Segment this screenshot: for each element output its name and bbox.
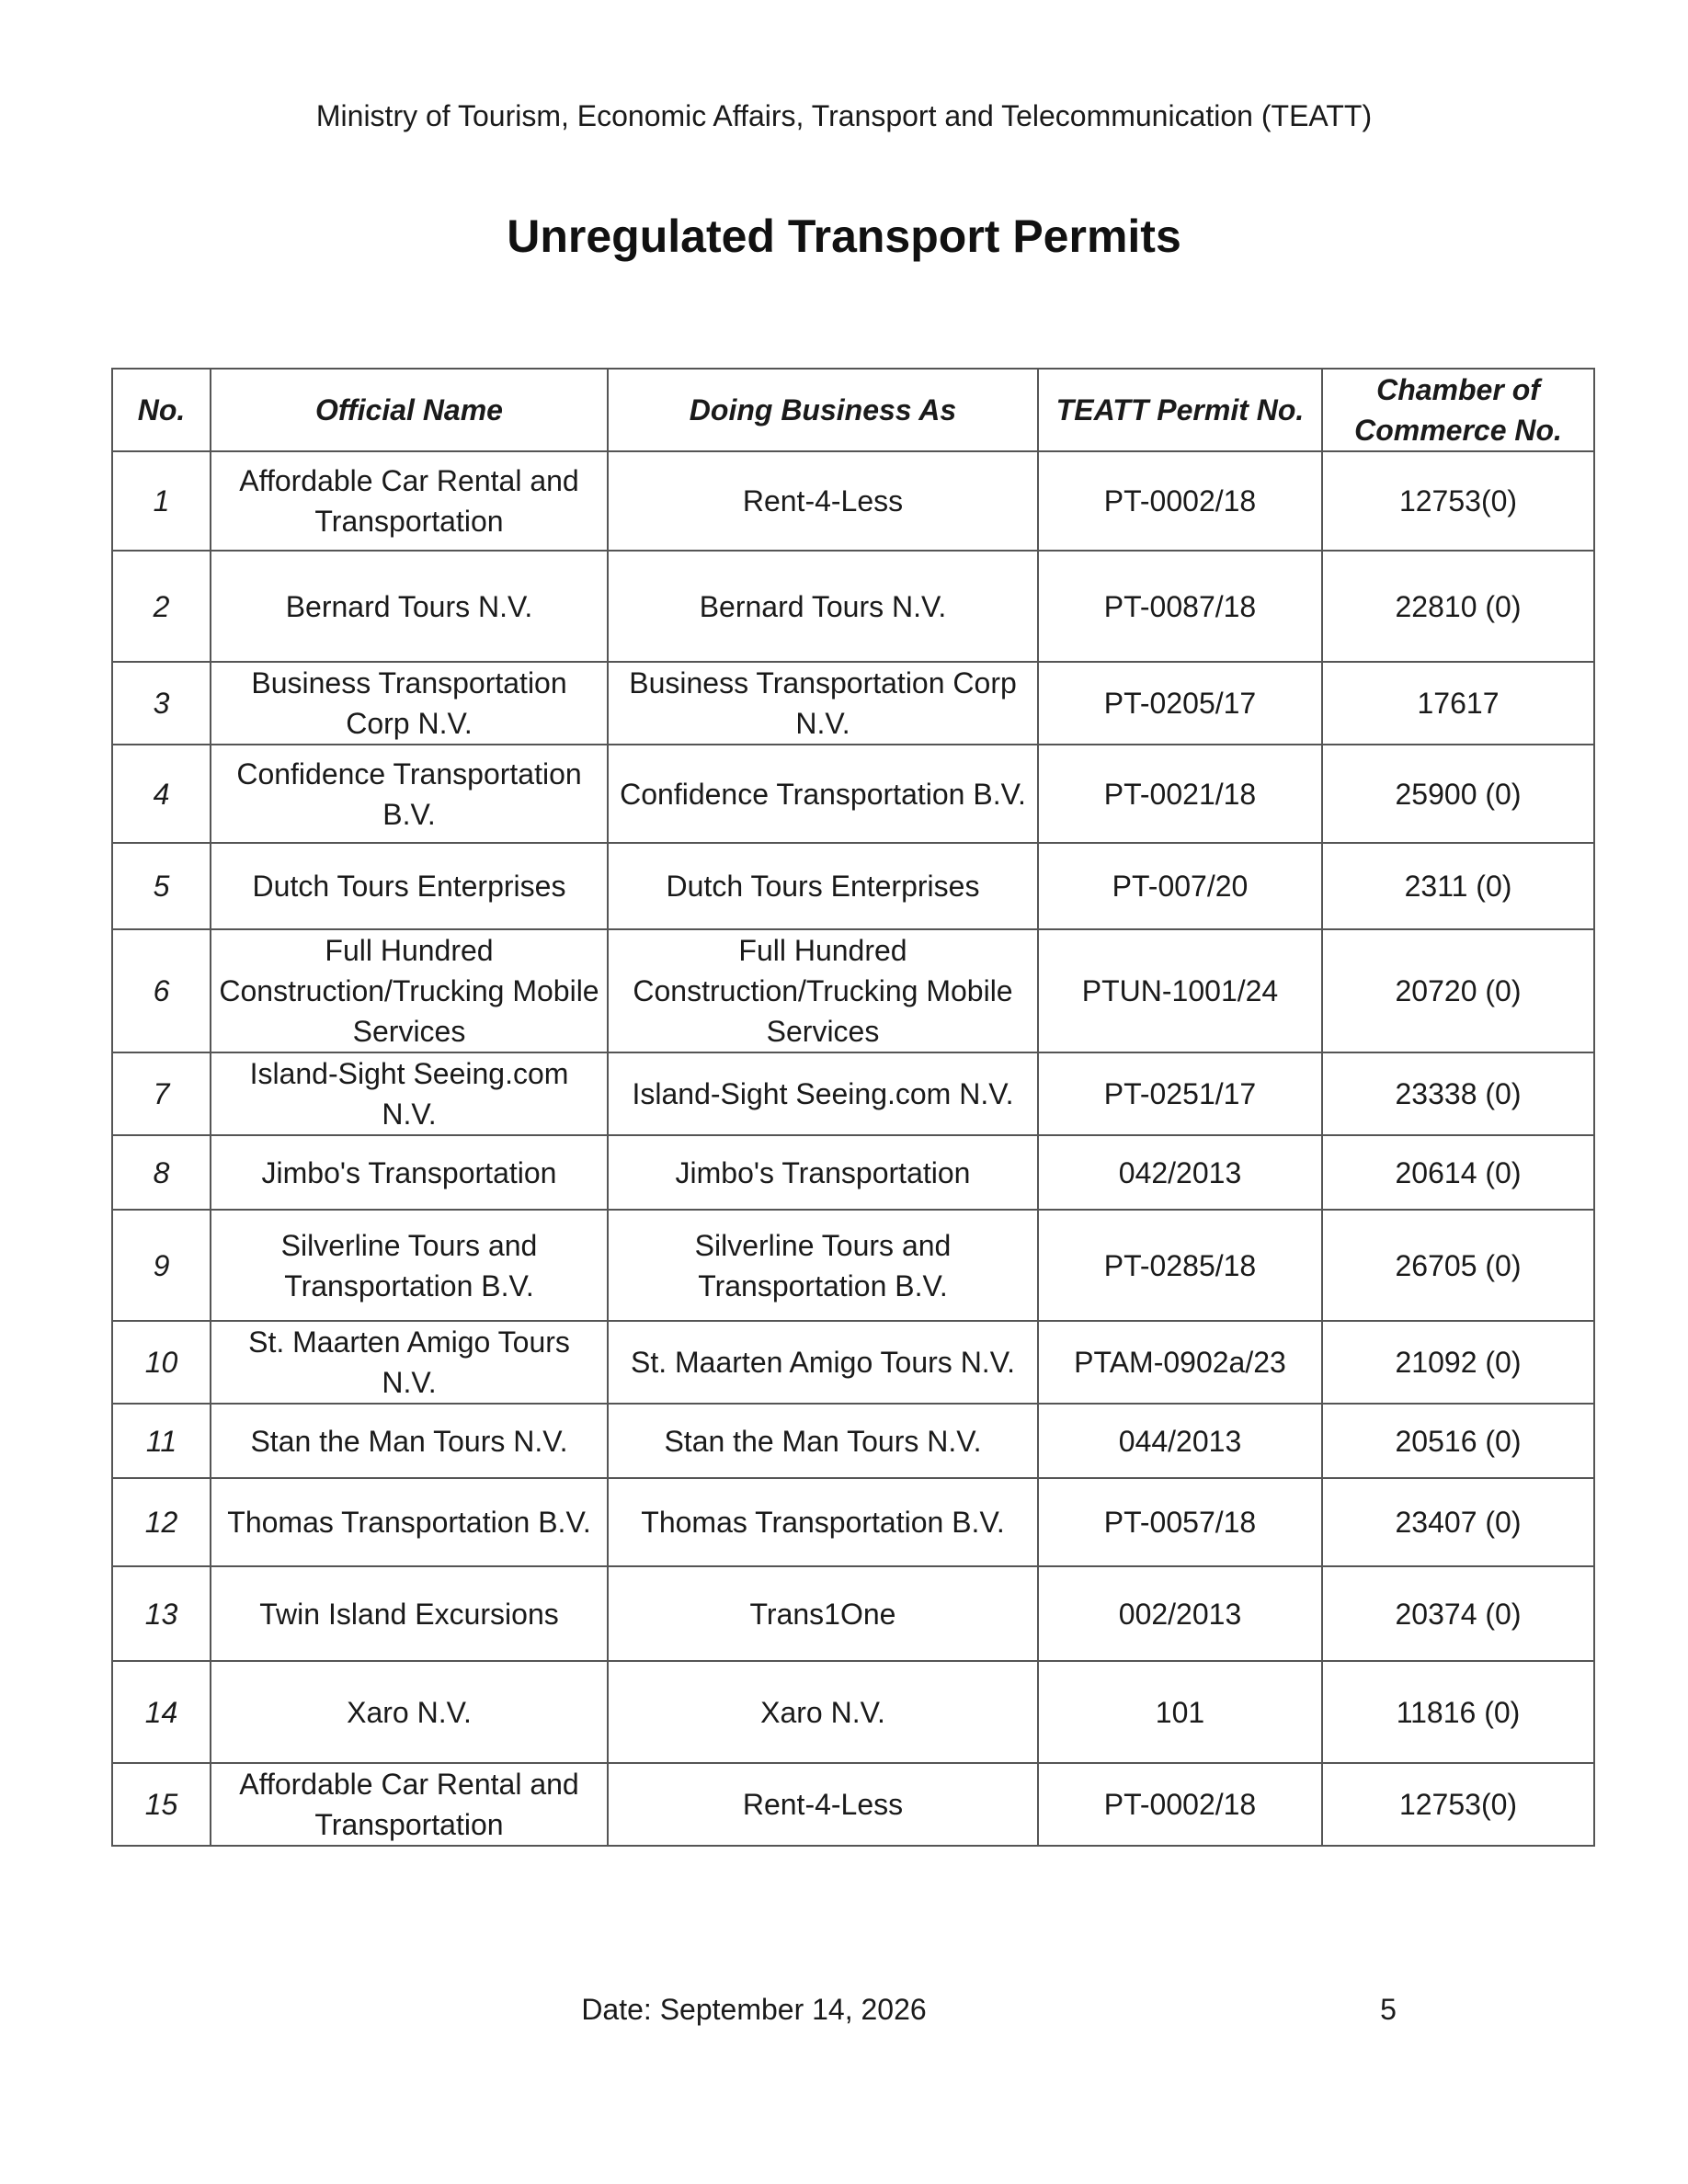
table-row	[112, 551, 1594, 662]
table-row	[112, 662, 1594, 745]
cell-permit: 002/2013	[1038, 1566, 1322, 1661]
cell-chamber: 26705 (0)	[1322, 1210, 1594, 1321]
cell-chamber: 22810 (0)	[1322, 551, 1594, 662]
cell-permit: PT-0021/18	[1038, 745, 1322, 843]
table-row	[112, 1661, 1594, 1763]
table-row	[112, 451, 1594, 551]
cell-official-name: Affordable Car Rental and Transportation	[211, 1763, 608, 1846]
table-row	[112, 1404, 1594, 1478]
cell-official-name: Twin Island Excursions	[211, 1566, 608, 1661]
cell-dba: Bernard Tours N.V.	[608, 551, 1038, 662]
table-row	[112, 1566, 1594, 1661]
cell-permit: 101	[1038, 1661, 1322, 1763]
cell-permit: PT-0002/18	[1038, 451, 1322, 551]
cell-official-name: Stan the Man Tours N.V.	[211, 1404, 608, 1478]
cell-dba: Full Hundred Construction/Trucking Mobile Services	[608, 929, 1038, 1052]
table-row	[112, 929, 1594, 1052]
cell-no: 13	[112, 1566, 211, 1661]
cell-no: 7	[112, 1052, 211, 1135]
table-row	[112, 1763, 1594, 1846]
permits-table	[111, 368, 1595, 1847]
page-title: Unregulated Transport Permits	[507, 210, 1181, 262]
cell-no: 2	[112, 551, 211, 662]
cell-dba: Island-Sight Seeing.com N.V.	[608, 1052, 1038, 1135]
table-row	[112, 1052, 1594, 1135]
cell-no: 12	[112, 1478, 211, 1566]
cell-permit: PTUN-1001/24	[1038, 929, 1322, 1052]
cell-dba: Stan the Man Tours N.V.	[608, 1404, 1038, 1478]
cell-permit: PTAM-0902a/23	[1038, 1321, 1322, 1404]
cell-permit: 042/2013	[1038, 1135, 1322, 1210]
cell-chamber: 25900 (0)	[1322, 745, 1594, 843]
cell-dba: Xaro N.V.	[608, 1661, 1038, 1763]
footer-date: Date: September 14, 2026	[581, 1993, 927, 2026]
table-row	[112, 1210, 1594, 1321]
column-header-chamber: Chamber of Commerce No.	[1322, 369, 1594, 451]
cell-no: 4	[112, 745, 211, 843]
cell-no: 8	[112, 1135, 211, 1210]
table-row	[112, 1478, 1594, 1566]
cell-chamber: 12753(0)	[1322, 451, 1594, 551]
cell-no: 15	[112, 1763, 211, 1846]
cell-official-name: Island-Sight Seeing.com N.V.	[211, 1052, 608, 1135]
cell-no: 1	[112, 451, 211, 551]
cell-dba: Confidence Transportation B.V.	[608, 745, 1038, 843]
ministry-header: Ministry of Tourism, Economic Affairs, Transport and Telecommunication (TEATT)	[315, 99, 1373, 132]
table-row	[112, 1135, 1594, 1210]
cell-no: 5	[112, 843, 211, 929]
cell-no: 14	[112, 1661, 211, 1763]
cell-permit: PT-0205/17	[1038, 662, 1322, 745]
column-header-official-name: Official Name	[211, 369, 608, 451]
cell-official-name: Dutch Tours Enterprises	[211, 843, 608, 929]
cell-official-name: St. Maarten Amigo Tours N.V.	[211, 1321, 608, 1404]
cell-no: 6	[112, 929, 211, 1052]
cell-no: 10	[112, 1321, 211, 1404]
column-header-dba: Doing Business As	[608, 369, 1038, 451]
cell-chamber: 12753(0)	[1322, 1763, 1594, 1846]
cell-official-name: Thomas Transportation B.V.	[211, 1478, 608, 1566]
cell-official-name: Jimbo's Transportation	[211, 1135, 608, 1210]
cell-permit: PT-0087/18	[1038, 551, 1322, 662]
cell-chamber: 21092 (0)	[1322, 1321, 1594, 1404]
table-header-row	[112, 369, 1594, 451]
cell-no: 9	[112, 1210, 211, 1321]
cell-chamber: 17617	[1322, 662, 1594, 745]
cell-chamber: 20374 (0)	[1322, 1566, 1594, 1661]
cell-dba: Business Transportation Corp N.V.	[608, 662, 1038, 745]
cell-dba: Rent-4-Less	[608, 1763, 1038, 1846]
cell-dba: St. Maarten Amigo Tours N.V.	[608, 1321, 1038, 1404]
cell-no: 3	[112, 662, 211, 745]
cell-chamber: 23407 (0)	[1322, 1478, 1594, 1566]
page-number: 5	[1380, 1993, 1397, 2026]
cell-chamber: 23338 (0)	[1322, 1052, 1594, 1135]
cell-chamber: 20720 (0)	[1322, 929, 1594, 1052]
cell-dba: Thomas Transportation B.V.	[608, 1478, 1038, 1566]
cell-dba: Silverline Tours and Transportation B.V.	[608, 1210, 1038, 1321]
cell-dba: Jimbo's Transportation	[608, 1135, 1038, 1210]
table-row	[112, 745, 1594, 843]
cell-official-name: Xaro N.V.	[211, 1661, 608, 1763]
cell-chamber: 20516 (0)	[1322, 1404, 1594, 1478]
cell-official-name: Business Transportation Corp N.V.	[211, 662, 608, 745]
cell-no: 11	[112, 1404, 211, 1478]
cell-permit: PT-0285/18	[1038, 1210, 1322, 1321]
cell-official-name: Full Hundred Construction/Trucking Mobile Services	[211, 929, 608, 1052]
cell-official-name: Silverline Tours and Transportation B.V.	[211, 1210, 608, 1321]
cell-permit: PT-007/20	[1038, 843, 1322, 929]
column-header-permit: TEATT Permit No.	[1038, 369, 1322, 451]
cell-permit: PT-0251/17	[1038, 1052, 1322, 1135]
cell-dba: Dutch Tours Enterprises	[608, 843, 1038, 929]
cell-official-name: Bernard Tours N.V.	[211, 551, 608, 662]
table-row	[112, 843, 1594, 929]
cell-permit: PT-0057/18	[1038, 1478, 1322, 1566]
cell-permit: 044/2013	[1038, 1404, 1322, 1478]
cell-chamber: 2311 (0)	[1322, 843, 1594, 929]
cell-official-name: Affordable Car Rental and Transportation	[211, 451, 608, 551]
cell-chamber: 11816 (0)	[1322, 1661, 1594, 1763]
table-row	[112, 1321, 1594, 1404]
cell-dba: Trans1One	[608, 1566, 1038, 1661]
cell-official-name: Confidence Transportation B.V.	[211, 745, 608, 843]
column-header-no: No.	[112, 369, 211, 451]
cell-dba: Rent-4-Less	[608, 451, 1038, 551]
cell-chamber: 20614 (0)	[1322, 1135, 1594, 1210]
cell-permit: PT-0002/18	[1038, 1763, 1322, 1846]
